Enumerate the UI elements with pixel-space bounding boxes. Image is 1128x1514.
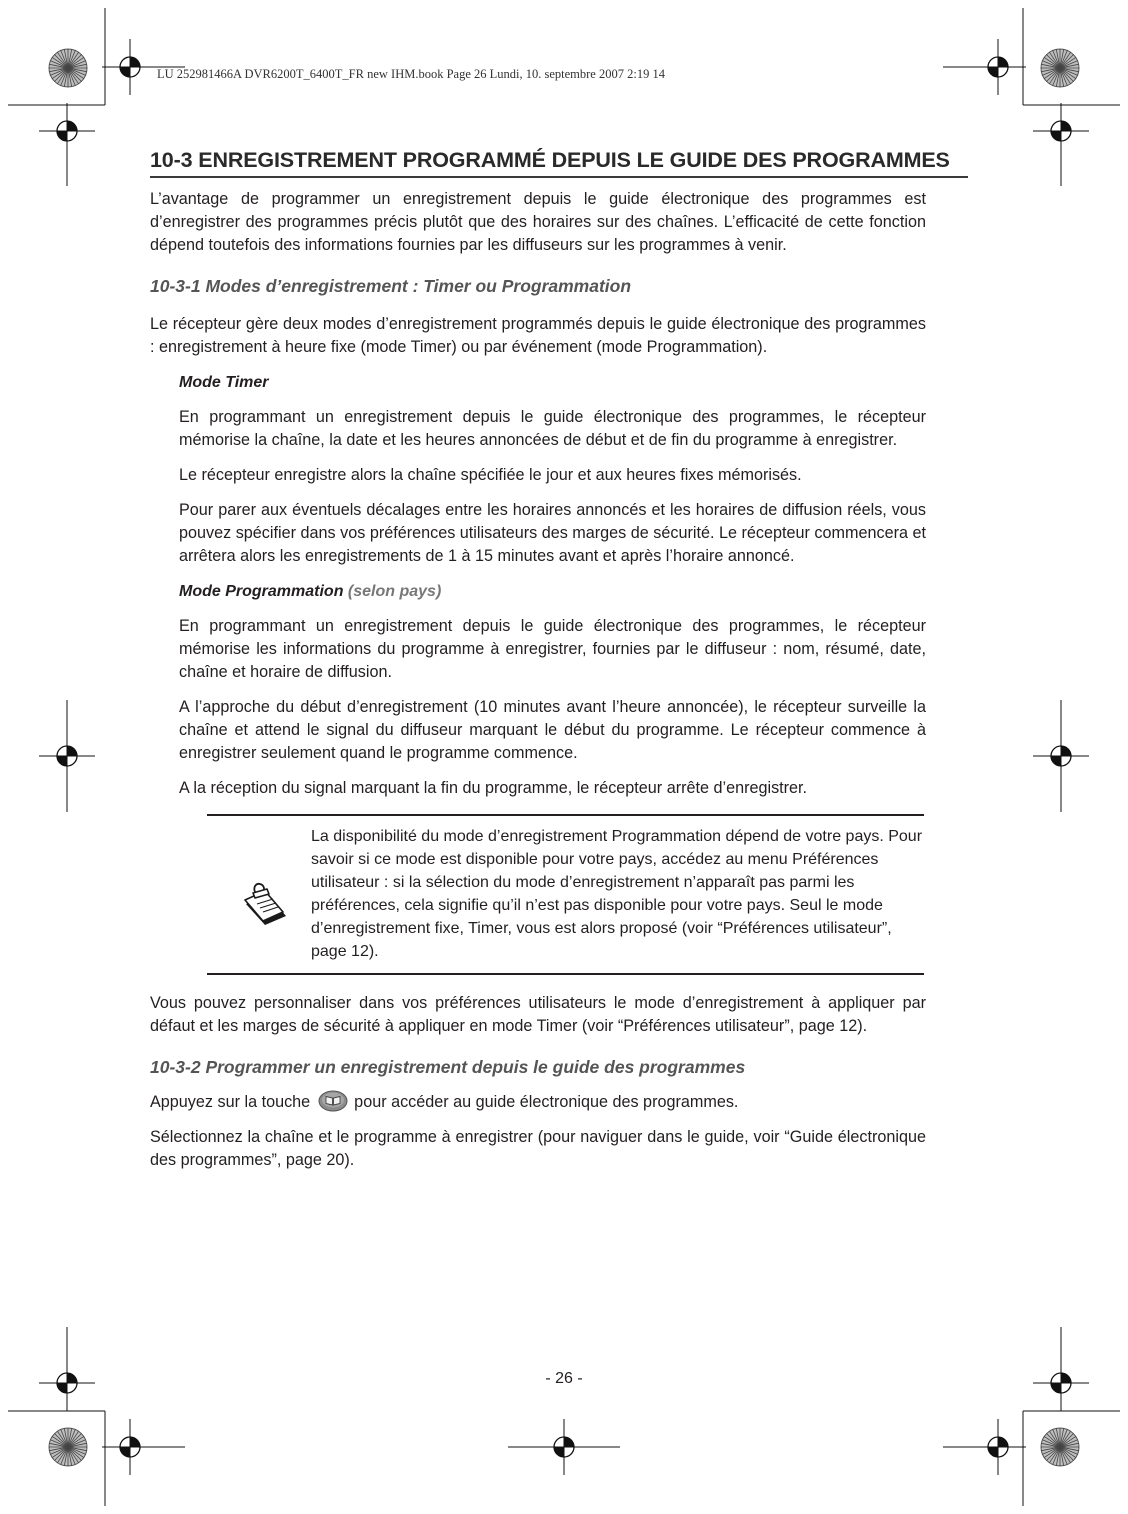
guide-key-instruction [150,1091,926,1114]
mode-programmation-heading [179,580,926,603]
clipboard-note-icon [243,878,289,928]
mode-timer-paragraph-2: Le récepteur enregistre alors la chaîne spécifiée le jour et aux heures fixes mémorisés. [179,466,802,484]
mode-timer-paragraph-1: En programmant un enregistrement depuis le guide électronique des programmes, le récepteur mémorise la chaîne, la date et les heures annoncées de début et de fin du programme à enregistrer. [179,408,926,449]
mode-programmation-qualifier: (selon pays) [343,583,442,600]
section-title-rule [150,176,968,178]
main-content [150,146,950,1172]
mode-programmation-paragraph-1: En programmant un enregistrement depuis le guide électronique des programmes, le récepteur mémorise les informations du programme à enregistrer, fournies par le diffuseur : nom, résumé, date, chaîne et horaire de diffusion. [179,617,926,681]
note-box [207,814,924,975]
section-intro: L’avantage de programmer un enregistrement depuis le guide électronique des programmes est d’enregistrer des programmes précis plutôt que des horaires sur des chaînes. L’efficacité de cette fonction dépend toutefois des informations fournies par les diffuseurs sur les programmes à venir. [150,190,926,254]
print-slug-header: LU 252981466A DVR6200T_6400T_FR new IHM.book Page 26 Lundi, 10. septembre 2007 2:19 14 [157,67,665,81]
mode-timer-heading [179,371,926,394]
mode-programmation-paragraph-3: A la réception du signal marquant la fin du programme, le récepteur arrête d’enregistrer. [179,779,808,797]
subsection-title-modes: 10-3-1 Modes d’enregistrement : Timer ou Programmation [150,276,632,296]
mode-programmation-title: Mode Programmation [179,583,344,600]
modes-intro: Le récepteur gère deux modes d’enregistrement programmés depuis le guide électronique des programmes : enregistrement à heure fixe (mode Timer) ou par événement (mode Programmation). [150,315,926,356]
guide-key-text-before: Appuyez sur la touche [150,1093,315,1111]
preferences-paragraph: Vous pouvez personnaliser dans vos préférences utilisateurs le mode d’enregistrement à appliquer par défaut et les marges de sécurité à appliquer en mode Timer (voir “Préférences utilisateur”, page 12). [150,994,926,1035]
select-channel-paragraph: Sélectionnez la chaîne et le programme à enregistrer (pour naviguer dans le guide, voir “Guide électronique des programmes”, page 20). [150,1128,926,1169]
section-title: 10-3 ENREGISTREMENT PROGRAMMÉ DEPUIS LE GUIDE DES PROGRAMMES [150,148,950,172]
mode-timer-title: Mode Timer [179,374,269,391]
guide-book-button-icon [318,1090,348,1112]
page-number: - 26 - [545,1370,583,1387]
subsection-title-programmer: 10-3-2 Programmer un enregistrement depuis le guide des programmes [150,1057,746,1077]
mode-programmation-paragraph-2: A l’approche du début d’enregistrement (10 minutes avant l’heure annoncée), le récepteur surveille la chaîne et attend le signal du diffuseur marquant le début du programme. Le récepteur commence à enregistrer seulement quand le programme commence. [179,698,926,762]
note-text: La disponibilité du mode d’enregistrement Programmation dépend de votre pays. Pour savoir si ce mode est disponible pour votre pays, accédez au menu Préférences utilisateur : si la sélection du mode d’enregistrement n’apparaît pas parmi les préférences, cela signifie qu’il n’est pas disponible pour votre pays. Seul le mode d’enregistrement fixe, Timer, vous est alors proposé (voir “Préférences utilisateur”, page 12). [311,828,923,960]
mode-timer-paragraph-3: Pour parer aux éventuels décalages entre les horaires annoncés et les horaires de diffusion réels, vous pouvez spécifier dans vos préférences utilisateurs des marges de sécurité. Le récepteur commencera et arrêtera alors les enregistrements de 1 à 15 minutes avant et après l’horaire annoncé. [179,501,926,565]
guide-key-text-after: pour accéder au guide électronique des programmes. [349,1093,739,1111]
